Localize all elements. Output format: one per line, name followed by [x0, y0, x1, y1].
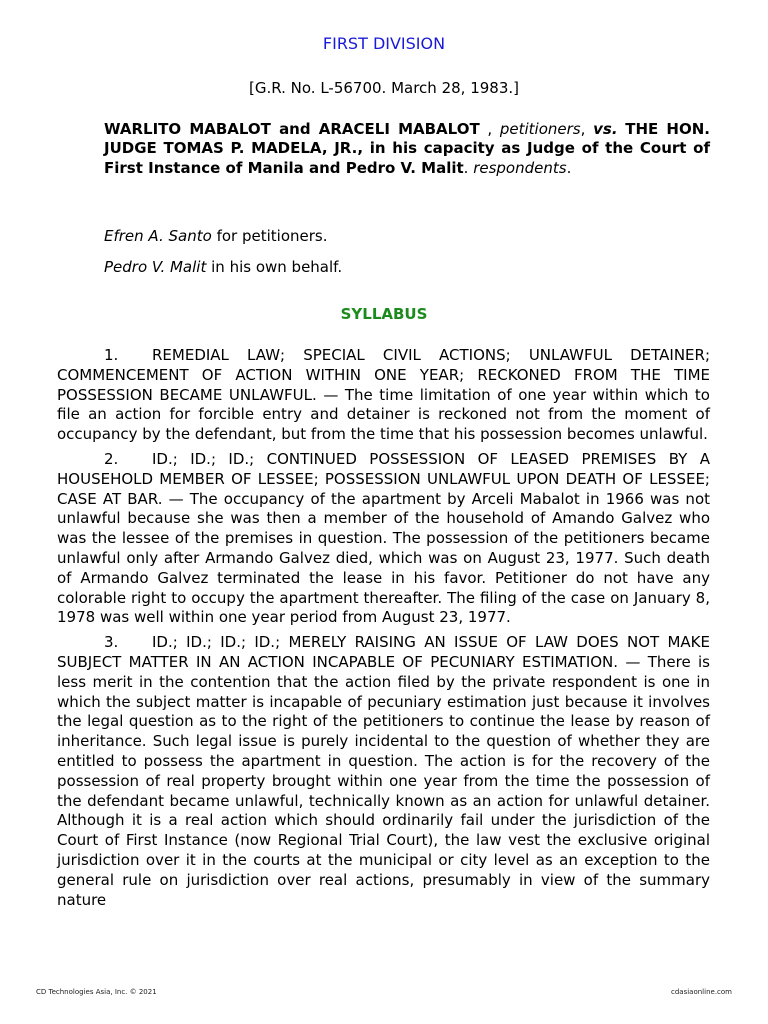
counsel-name: Efren A. Santo — [104, 227, 212, 245]
paragraph-number: 1. — [104, 346, 119, 364]
paragraph-text: REMEDIAL LAW; SPECIAL CIVIL ACTIONS; UNLAWFUL DETAINER; COMMENCEMENT OF ACTION WITHIN ONE YEAR; RECKONED FROM THE TIME POSSESSION BECAME UNLAWFUL. — The time limitation of one year within which to file an action for forcible entry and detainer is reckoned not from the moment of occupancy by the defendant, but from the time that his possession becomes unlawful. — [57, 346, 710, 444]
counsel-text: for petitioners. — [216, 227, 328, 245]
counsel-name: Pedro V. Malit — [104, 258, 207, 276]
syllabus-body — [57, 346, 710, 915]
paragraph-text: ID.; ID.; ID.; ID.; MERELY RAISING AN ISSUE OF LAW DOES NOT MAKE SUBJECT MATTER IN AN ACTION INCAPABLE OF PECUNIARY ESTIMATION. — There is less merit in the contention that the action filed by the private respondent is one in which the subject matter is incapable of pecuniary estimation just because it involves the legal question as to the right of the petitioners to continue the lease by reason of inheritance. Such legal issue is purely incidental to the question of whether they are entitled to possess the apartment in question. The action is for the recovery of the possession of real property brought within one year from the time the possession of the defendant became unlawful, technically known as an action for unlawful detainer. Although it is a real action which should ordinarily fail under the jurisdiction of the Court of First Instance (now Regional Trial Court), the law vest the exclusive original jurisdiction over it in the courts at the municipal or city level as an exception to the general rule on jurisdiction over real actions, presumably in view of the summary nature — [57, 633, 710, 909]
case-parties: WARLITO MABALOT and ARACELI MABALOT , petitioners, vs. THE HON. JUDGE TOMAS P. MADELA, JR., in his capacity as Judge of the Court of First Instance of Manila and Pedro V. Malit. respondents. — [104, 120, 710, 177]
paragraph-number: 2. — [104, 449, 119, 468]
syllabus-paragraph — [57, 450, 710, 628]
petitioners-names: WARLITO MABALOT and ARACELI MABALOT — [104, 120, 480, 138]
division-heading: FIRST DIVISION — [322, 34, 446, 53]
respondents-names: THE HON. JUDGE TOMAS P. MADELA, JR., in his capacity as Judge of the Court of First Instance of Manila and Pedro V. Malit — [104, 120, 710, 177]
counsel-petitioners — [104, 227, 327, 245]
counsel-text: in his own behalf. — [211, 258, 343, 276]
syllabus-paragraph — [57, 633, 710, 910]
paragraph-text: ID.; ID.; ID.; CONTINUED POSSESSION OF LEASED PREMISES BY A HOUSEHOLD MEMBER OF LESSEE; POSSESSION UNLAWFUL UPON DEATH OF LESSEE; CASE AT BAR. — The occupancy of the apartment by Arceli Mabalot in 1966 was not unlawful because she was then a member of the household of Amando Galvez who was the lessee of the premises in question. The possession of the petitioners became unlawful only after Armando Galvez died, which was on August 23, 1977. Such death of Armando Galvez terminated the lease in his favor. Petitioner do not have any colorable right to occupy the apartment thereafter. The filing of the case on January 8, 1978 was well within one year period from August 23, 1977. — [57, 449, 710, 627]
paragraph-number: 3. — [104, 633, 119, 652]
versus: vs. — [593, 120, 618, 138]
petitioners-role: petitioners — [499, 120, 581, 138]
counsel-respondent — [104, 258, 342, 276]
footer-website: cdasiaonline.com — [671, 988, 732, 996]
syllabus-title: SYLLABUS — [340, 305, 428, 323]
footer-copyright: CD Technologies Asia, Inc. © 2021 — [36, 988, 157, 996]
syllabus-paragraph — [57, 346, 710, 445]
case-number: [G.R. No. L-56700. March 28, 1983.] — [248, 79, 519, 97]
respondents-role: respondents — [473, 158, 567, 177]
